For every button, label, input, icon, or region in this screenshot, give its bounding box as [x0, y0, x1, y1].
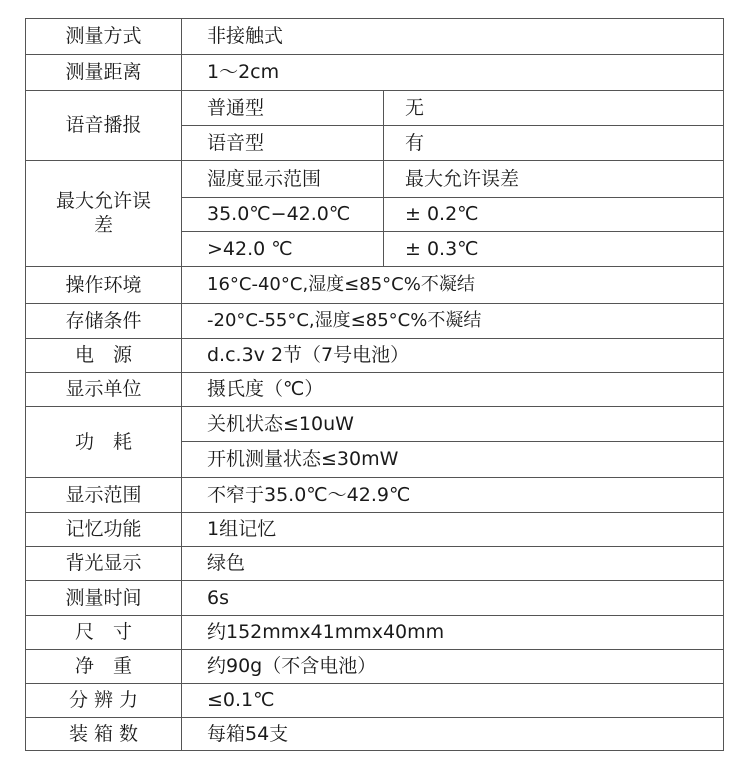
spec-label: 存储条件 — [65, 309, 142, 332]
spec-value: 1组记忆 — [207, 518, 277, 541]
sub-cell: 无 — [405, 96, 425, 119]
spec-table — [25, 18, 724, 751]
spec-label: 操作环境 — [65, 273, 142, 296]
spec-value: 绿色 — [207, 552, 246, 575]
spec-value: 每箱54支 — [207, 722, 289, 745]
spec-value: 约90g（不含电池） — [207, 655, 377, 678]
spec-value: 6s — [207, 586, 229, 609]
spec-value: 不窄于35.0℃～42.9℃ — [207, 483, 411, 506]
spec-value: 约152mmx41mmx40mm — [207, 621, 445, 644]
spec-value: 16°C-40°C,湿度≤85°C%不凝结 — [207, 274, 475, 296]
spec-value: 1～2cm — [207, 61, 280, 84]
spec-label: 显示范围 — [65, 483, 142, 506]
sub-cell: ± 0.3℃ — [405, 237, 479, 260]
spec-label-text: 最大允许误差 — [56, 189, 152, 236]
spec-value: d.c.3v 2节（7号电池） — [207, 344, 410, 367]
spec-label: 语音播报 — [65, 114, 142, 137]
spec-label: 显示单位 — [65, 378, 142, 401]
spec-label: 背光显示 — [65, 552, 142, 575]
spec-value: ≤0.1℃ — [207, 689, 275, 712]
sub-cell: 普通型 — [207, 96, 265, 119]
sub-cell: 最大允许误差 — [405, 167, 520, 190]
spec-value: -20°C-55°C,湿度≤85°C%不凝结 — [207, 310, 482, 332]
sub-cell: 有 — [405, 131, 425, 154]
spec-label: 净 重 — [74, 655, 132, 678]
spec-label: 功 耗 — [74, 430, 132, 453]
spec-label — [26, 161, 181, 266]
spec-label: 装 箱 数 — [68, 722, 139, 745]
sub-cell: 开机测量状态≤30mW — [207, 448, 399, 471]
spec-label: 记忆功能 — [65, 518, 142, 541]
spec-value: 摄氏度（℃） — [207, 378, 324, 401]
sub-cell: 35.0℃−42.0℃ — [207, 203, 351, 226]
sub-cell: 湿度显示范围 — [207, 167, 322, 190]
spec-label: 电 源 — [74, 344, 132, 367]
spec-label: 测量距离 — [65, 61, 142, 84]
spec-value: 非接触式 — [207, 25, 284, 48]
spec-label: 测量时间 — [65, 586, 142, 609]
spec-label: 尺 寸 — [74, 621, 132, 644]
spec-label: 分 辨 力 — [68, 689, 139, 712]
spec-label: 测量方式 — [65, 25, 142, 48]
sub-cell: >42.0 ℃ — [207, 237, 293, 260]
sub-cell: ± 0.2℃ — [405, 203, 479, 226]
sub-cell: 关机状态≤10uW — [207, 412, 354, 435]
sub-cell: 语音型 — [207, 131, 265, 154]
